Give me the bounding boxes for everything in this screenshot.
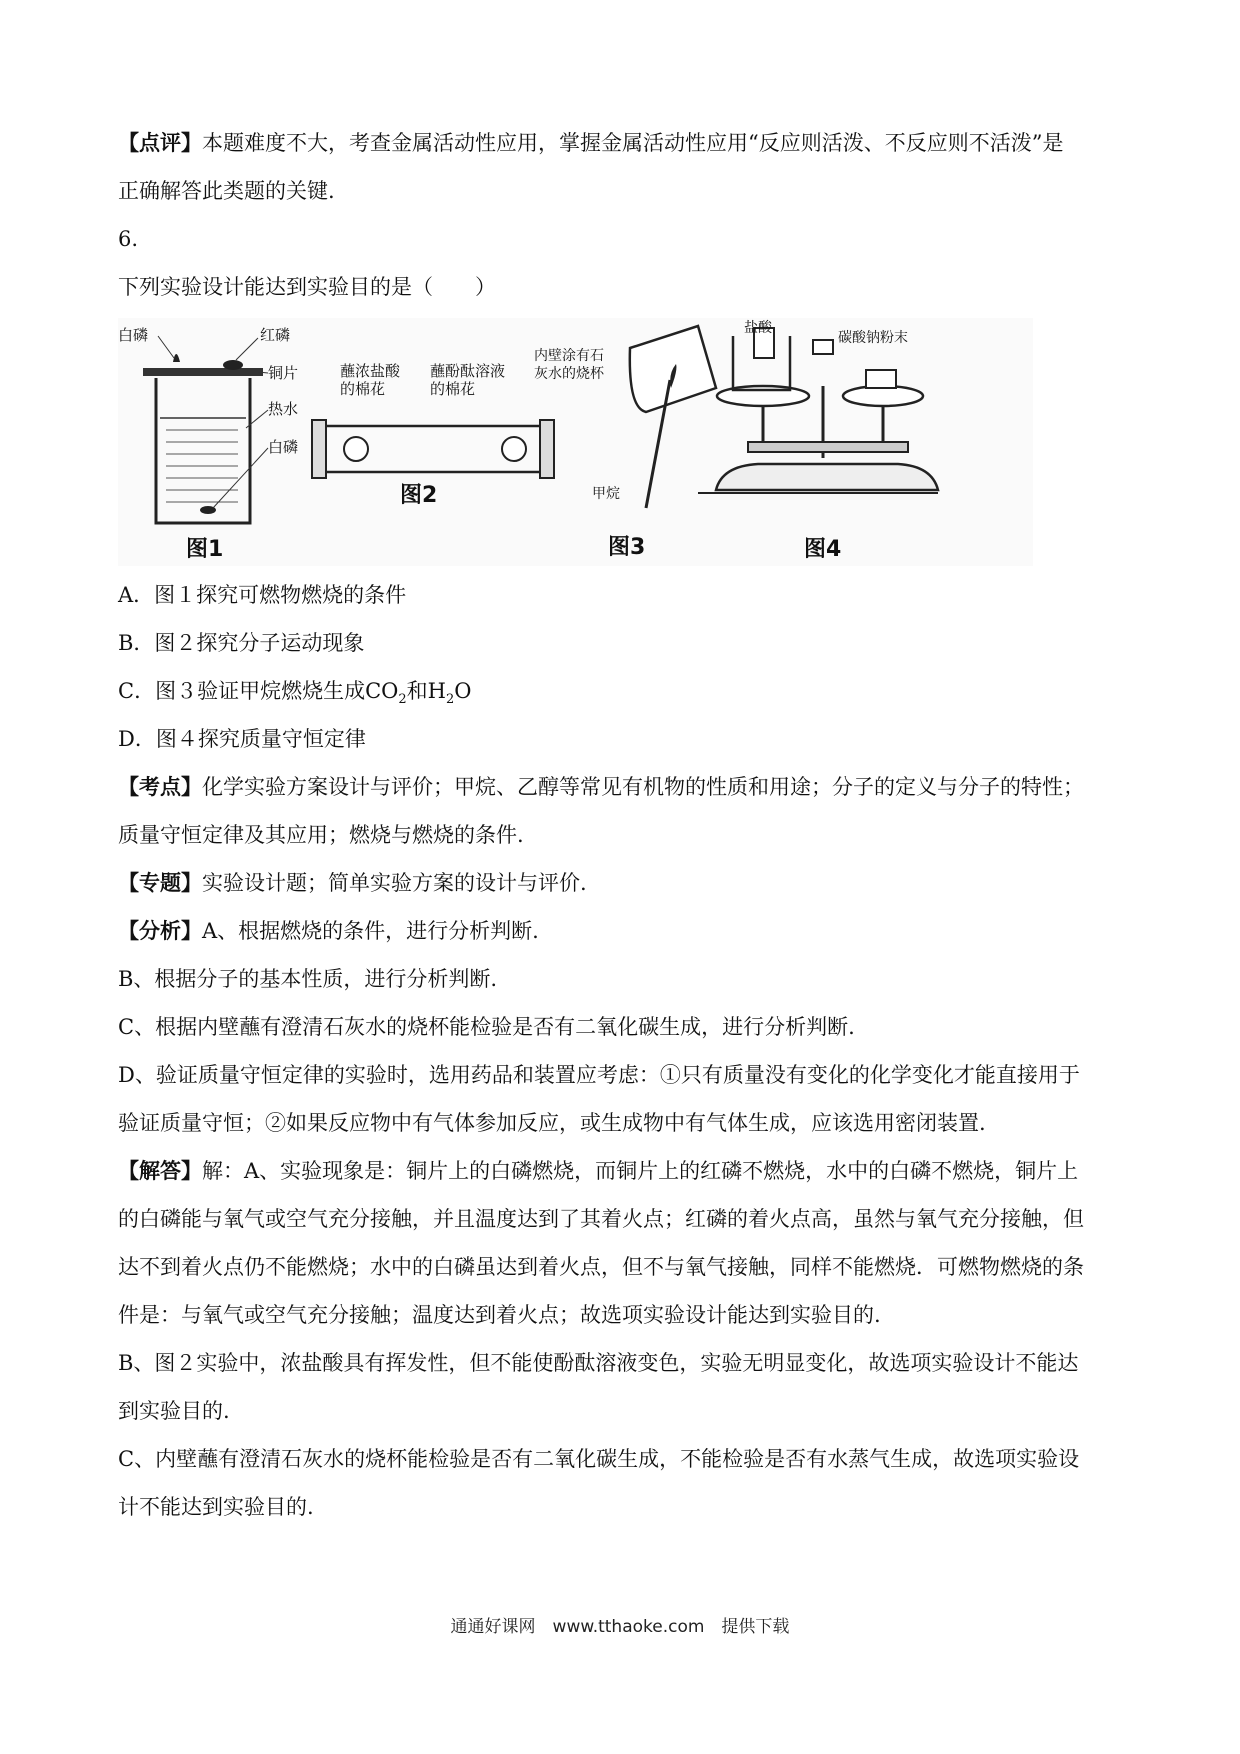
fig4-caption: 图4: [804, 537, 842, 562]
review-line-1: [118, 128, 1063, 158]
jieda-line-a3: 达不到着火点仍不能燃烧；水中的白磷虽达到着火点，但不与氧气接触，同样不能燃烧．可燃物燃烧的条: [118, 1255, 1084, 1279]
page-footer: 通通好课网 www.tthaoke.com 提供下载: [450, 1617, 790, 1637]
option-c-sub-co2: 2: [398, 692, 407, 708]
fig1-label-copper: 铜片: [268, 364, 299, 382]
fig2-caption: 图2: [400, 483, 438, 508]
review-line-2: 正确解答此类题的关键.: [118, 179, 335, 203]
jieda-tag: 【解答】: [118, 1158, 202, 1183]
kaodian-text-1: 化学实验方案设计与评价；甲烷、乙醇等常见有机物的性质和用途；分子的定义与分子的特性；: [202, 775, 1084, 799]
zhuanti-text: 实验设计题；简单实验方案的设计与评价.: [202, 871, 587, 895]
question-stem: 下列实验设计能达到实验目的是（ ）: [118, 275, 496, 299]
option-c-text: C．图３验证甲烷燃烧生成CO: [118, 679, 399, 703]
fenxi-line-a: [118, 916, 539, 946]
option-c-mid: 和H: [406, 679, 446, 703]
fenxi-line-d2: 验证质量守恒；②如果反应物中有气体参加反应，或生成物中有气体生成，应该选用密闭装置.: [118, 1111, 986, 1135]
jieda-line-a4: 件是：与氧气或空气充分接触；温度达到着火点；故选项实验设计能达到实验目的.: [118, 1303, 881, 1327]
fenxi-line-b: B、根据分子的基本性质，进行分析判断.: [118, 967, 498, 991]
jieda-line-c1: C、内壁蘸有澄清石灰水的烧杯能检验是否有二氧化碳生成，不能检验是否有水蒸气生成，故选项实验设: [118, 1447, 1080, 1471]
option-a: A．图１探究可燃物燃烧的条件: [118, 583, 407, 607]
jieda-line-b2: 到实验目的.: [118, 1399, 230, 1423]
jieda-line-c2: 计不能达到实验目的.: [118, 1495, 314, 1519]
question-number: 6.: [118, 227, 139, 251]
jieda-line-b1: B、图２实验中，浓盐酸具有挥发性，但不能使酚酞溶液变色，实验无明显变化，故选项实验设计不能达: [118, 1351, 1079, 1375]
cotton-hcl: [344, 437, 368, 461]
experiment-figure: [118, 318, 1033, 566]
fig2-label-phen-2: 的棉花: [430, 380, 476, 398]
kaodian-line-2: 质量守恒定律及其应用；燃烧与燃烧的条件.: [118, 823, 524, 847]
fig4-label-hcl: 盐酸: [744, 320, 772, 336]
fenxi-text-a: A、根据燃烧的条件，进行分析判断.: [202, 919, 539, 943]
fig2-label-hcl-1: 蘸浓盐酸: [340, 362, 401, 380]
cotton-phenolphthalein: [502, 437, 526, 461]
fenxi-line-c: C、根据内壁蘸有澄清石灰水的烧杯能检验是否有二氧化碳生成，进行分析判断.: [118, 1015, 855, 1039]
option-c-post: O: [454, 679, 472, 703]
option-b: B．图２探究分子运动现象: [118, 631, 365, 655]
fenxi-tag: 【分析】: [118, 918, 202, 943]
fig1-caption: 图1: [186, 537, 224, 562]
fig3-label-beaker-2: 灰水的烧杯: [534, 366, 604, 382]
fig1-label-white-p: 白磷: [118, 326, 149, 344]
zhuanti-tag: 【专题】: [118, 870, 202, 895]
review-tag: 【点评】: [118, 130, 202, 155]
fig3-caption: 图3: [608, 535, 646, 560]
jieda-text-a1: 解：A、实验现象是：铜片上的白磷燃烧，而铜片上的红磷不燃烧，水中的白磷不燃烧，铜片上: [202, 1159, 1079, 1183]
fig4-label-na2co3: 碳酸钠粉末: [838, 330, 908, 346]
zhuanti-line: [118, 868, 587, 898]
copper-plate: [143, 368, 263, 376]
fig1-label-hot-water: 热水: [268, 400, 299, 418]
fig1-label-red-p: 红磷: [260, 326, 291, 344]
kaodian-line-1: [118, 772, 1084, 802]
option-c: [118, 676, 471, 715]
option-c-sub-h2o: 2: [445, 692, 455, 708]
fenxi-line-d1: D、验证质量守恒定律的实验时，选用药品和装置应考虑：①只有质量没有变化的化学变化才能直接用于: [118, 1063, 1080, 1087]
review-text-1: 本题难度不大，考查金属活动性应用，掌握金属活动性应用“反应则活泼、不反应则不活泼”是: [202, 131, 1064, 155]
option-d: D．图４探究质量守恒定律: [118, 727, 366, 751]
fig1-label-white-p-water: 白磷: [268, 438, 299, 456]
kaodian-tag: 【考点】: [118, 774, 202, 799]
fig3-label-beaker-1: 内壁涂有石: [534, 348, 604, 364]
fig3-label-methane: 甲烷: [592, 486, 620, 502]
jieda-line-a2: 的白磷能与氧气或空气充分接触，并且温度达到了其着火点；红磷的着火点高，虽然与氧气充分接触，但: [118, 1207, 1084, 1231]
jieda-line-a1: [118, 1156, 1078, 1186]
fig2-label-hcl-2: 的棉花: [340, 380, 386, 398]
fig2-label-phen-1: 蘸酚酞溶液: [430, 362, 506, 380]
